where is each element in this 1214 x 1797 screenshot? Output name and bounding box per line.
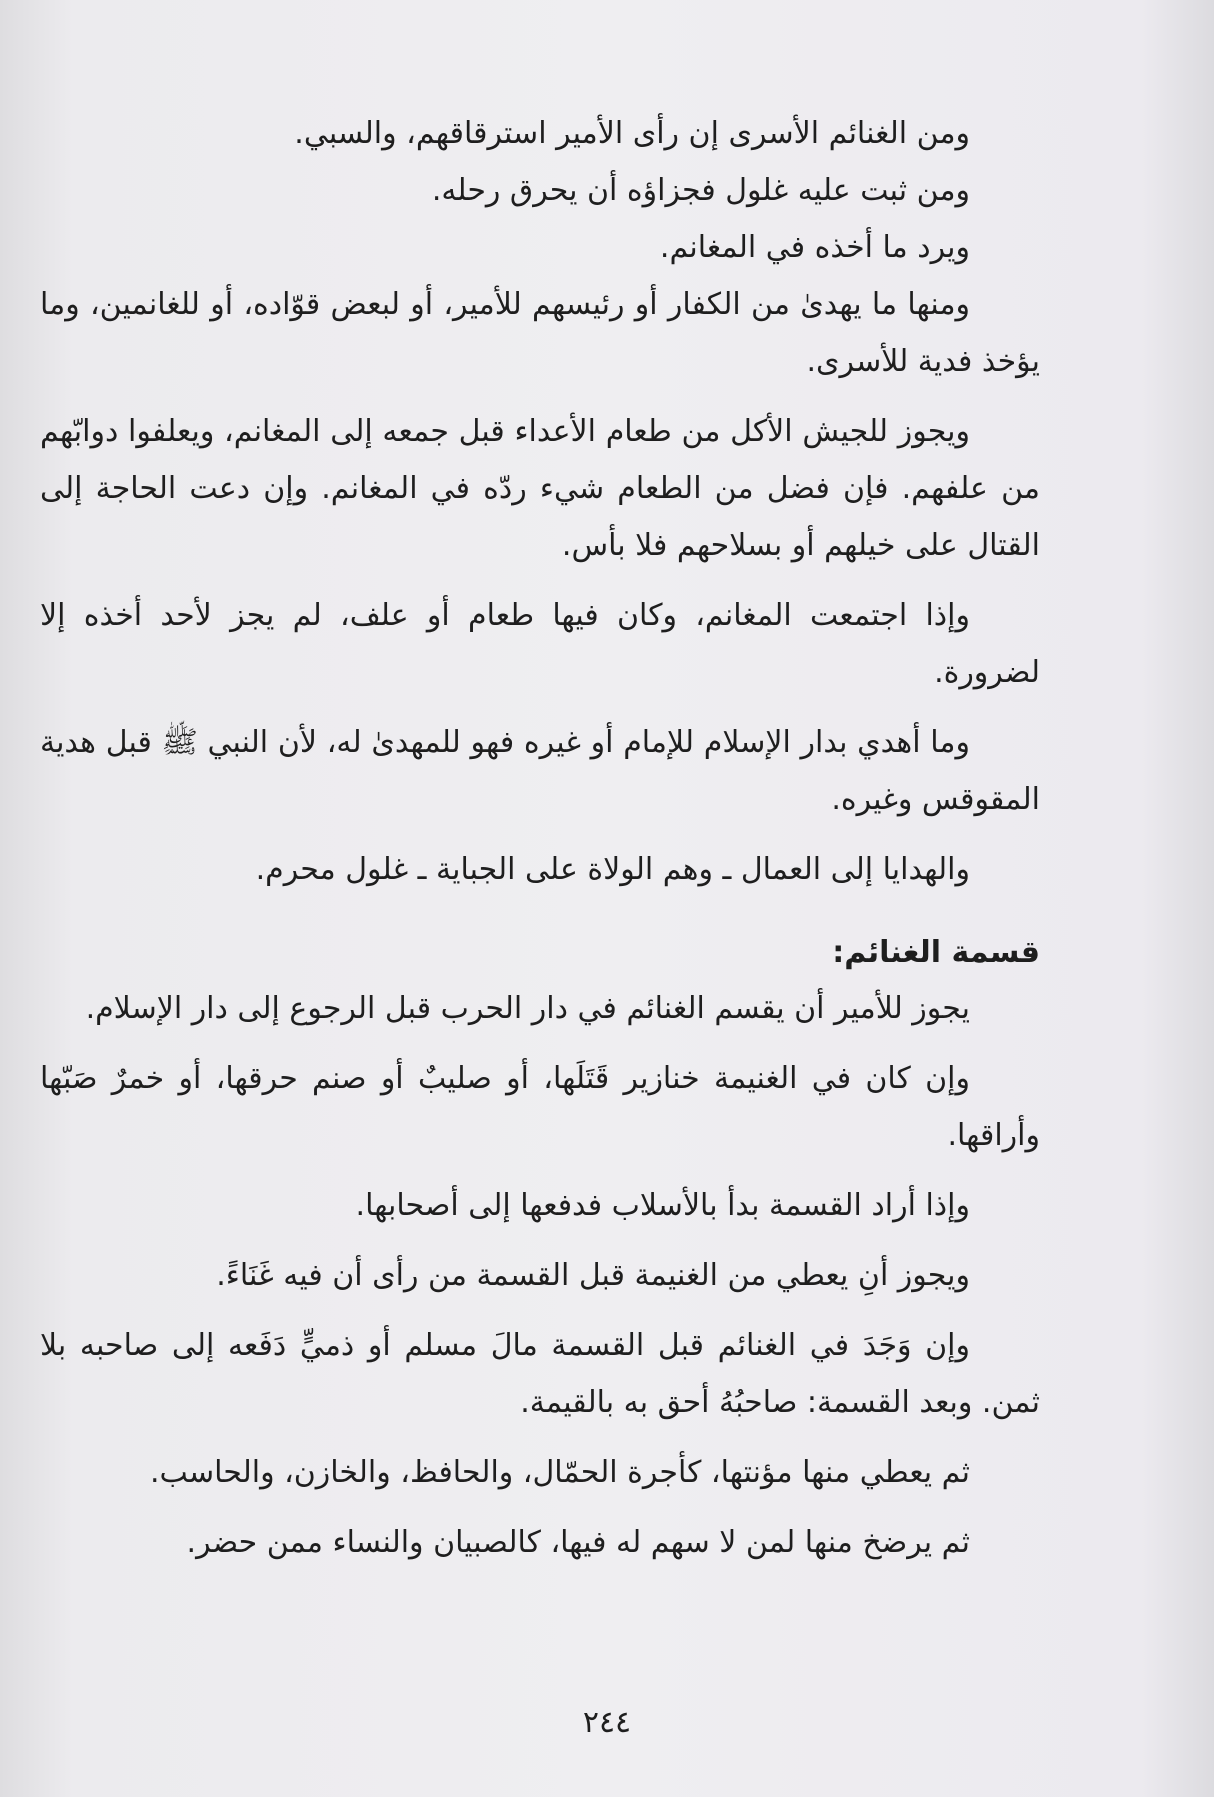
paragraph: ثم يعطي منها مؤنتها، كأجرة الحمّال، والحافظ، والخازن، والحاسب. xyxy=(149,1455,970,1490)
page-body xyxy=(40,105,1040,1571)
paragraph: ومن الغنائم الأسرى إن رأى الأمير استرقاقهم، والسبي. xyxy=(294,116,970,151)
paragraph: ومنها ما يهدىٰ من الكفار أو رئيسهم للأمير، أو لبعض قوّاده، أو للغانمين، وما يؤخذ فدية للأسرى. xyxy=(40,287,1040,379)
paragraph: وإذا أراد القسمة بدأ بالأسلاب فدفعها إلى أصحابها. xyxy=(355,1188,970,1223)
paragraph: يجوز للأمير أن يقسم الغنائم في دار الحرب قبل الرجوع إلى دار الإسلام. xyxy=(85,991,970,1026)
paragraph: ومن ثبت عليه غلول فجزاؤه أن يحرق رحله. xyxy=(431,173,970,208)
paragraph: وما أهدي بدار الإسلام للإمام أو غيره فهو للمهدىٰ له، لأن النبي ﷺ قبل هدية المقوقس وغيره. xyxy=(40,725,1040,817)
paragraph: وإن كان في الغنيمة خنازير قَتَلَها، أو صليبٌ أو صنم حرقها، أو خمرٌ صَبّها وأراقها. xyxy=(40,1061,1040,1153)
paragraph: والهدايا إلى العمال ـ وهم الولاة على الجباية ـ غلول محرم. xyxy=(255,852,970,887)
section-heading: قسمة الغنائم: xyxy=(832,935,1040,970)
paragraph: ويجوز للجيش الأكل من طعام الأعداء قبل جمعه إلى المغانم، ويعلفوا دوابّهم من علفهم. فإن فضل من الطعام شيء ردّه في المغانم. وإن دعت الحاجة إلى القتال على خيلهم أو بسلاحهم فلا بأس. xyxy=(40,414,1040,563)
paragraph: وإذا اجتمعت المغانم، وكان فيها طعام أو علف، لم يجز لأحد أخذه إلا لضرورة. xyxy=(40,598,1040,690)
paragraph: ثم يرضخ منها لمن لا سهم له فيها، كالصبيان والنساء ممن حضر. xyxy=(186,1525,970,1560)
paragraph: وإن وَجَدَ في الغنائم قبل القسمة مالَ مسلم أو ذميٍّ دَفَعه إلى صاحبه بلا ثمن. وبعد القسمة: صاحبُهُ أحق به بالقيمة. xyxy=(40,1328,1040,1420)
paragraph: ويرد ما أخذه في المغانم. xyxy=(659,230,970,265)
paragraph: ويجوز أنِ يعطي من الغنيمة قبل القسمة من رأى أن فيه غَنَاءً. xyxy=(216,1258,970,1293)
page-number: ٢٤٤ xyxy=(582,1705,632,1740)
